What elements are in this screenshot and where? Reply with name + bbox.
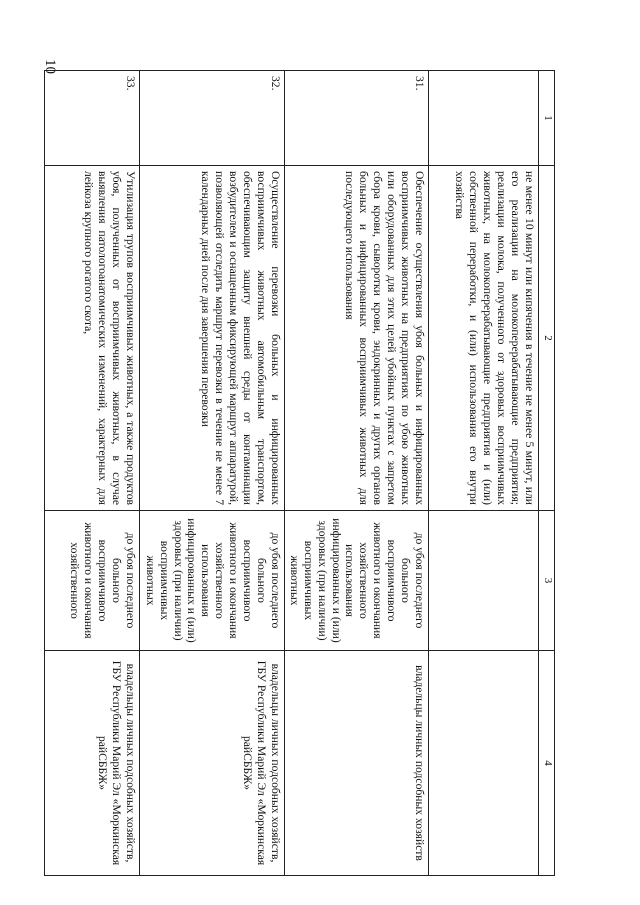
- table-header-row: [539, 71, 555, 876]
- row-responsible: [429, 651, 539, 876]
- row-deadline: до убоя последнего больного восприимчивого животного и окончания хозяйственного использования инфицированных и (или) здоровых (при наличии) восприимчивых животных: [139, 511, 284, 651]
- header-col-3: 3: [539, 511, 555, 651]
- header-col-4: 4: [539, 651, 555, 876]
- row-number: [429, 71, 539, 166]
- row-measure: Осуществление перевозки больных и инфицированных восприимчивых животных автомобильным транспортом, обеспечивающим защиту внешней среды от контаминации возбудителем и оснащенным фиксирующей маршрут аппаратурой, позволяющей отследить маршрут перевозки в течение не менее 7 календарных дней после дня завершения перевозки: [139, 166, 284, 511]
- rotated-document: [25, 70, 555, 875]
- row-deadline: до убоя последнего больного восприимчивого животного и окончания хозяйственного использования инфицированных и (или) здоровых (при наличии) восприимчивых животных: [284, 511, 428, 651]
- header-col-2: 2: [539, 166, 555, 511]
- row-deadline: [429, 511, 539, 651]
- row-deadline: до убоя последнего больного восприимчивого животного и окончания хозяйственного: [44, 511, 139, 651]
- table-row: [44, 71, 139, 876]
- row-measure: Обеспечение осуществления убоя больных и инфицированных восприимчивых животных на предприятиях по убою животных или оборудованных для этих целей убойных пунктах с запретом сбора крови, сыворотки крови, эндокринных и других органов больных и инфицированных восприимчивых животных для последующего использования: [284, 166, 428, 511]
- row-measure: Утилизация трупов восприимчивых животных, а также продуктов убоя, полученных от восприимчивых животных, в случае выявления патологоанатомических изменений, характерных для лейкоза крупного рогатого скота,: [44, 166, 139, 511]
- measures-table: [44, 70, 555, 876]
- row-number: 33.: [44, 71, 139, 166]
- row-number: 32.: [139, 71, 284, 166]
- page-number: 10: [42, 59, 58, 74]
- row-number: 31.: [284, 71, 428, 166]
- row-measure: не менее 10 минут или кипячения в течение не менее 5 минут, или его реализации на молокоперерабатывающие предприятия; реализации молока, полученного от здоровых восприимчивых животных, на молокоперерабатывающие предприятия и (или) собственной переработки, и (или) использования его внутри хозяйства: [429, 166, 539, 511]
- row-responsible: владельцы личных подсобных хозяйств, ГБУ Республики Марий Эл «Моркинская райСББЖ»: [139, 651, 284, 876]
- header-col-1: 1: [539, 71, 555, 166]
- row-responsible: владельцы личных подсобных хозяйств, ГБУ Республики Марий Эл «Моркинская райСББЖ»: [44, 651, 139, 876]
- table-row: [429, 71, 539, 876]
- table-row: [284, 71, 428, 876]
- table-row: [139, 71, 284, 876]
- row-responsible: владельцы личных подсобных хозяйств: [284, 651, 428, 876]
